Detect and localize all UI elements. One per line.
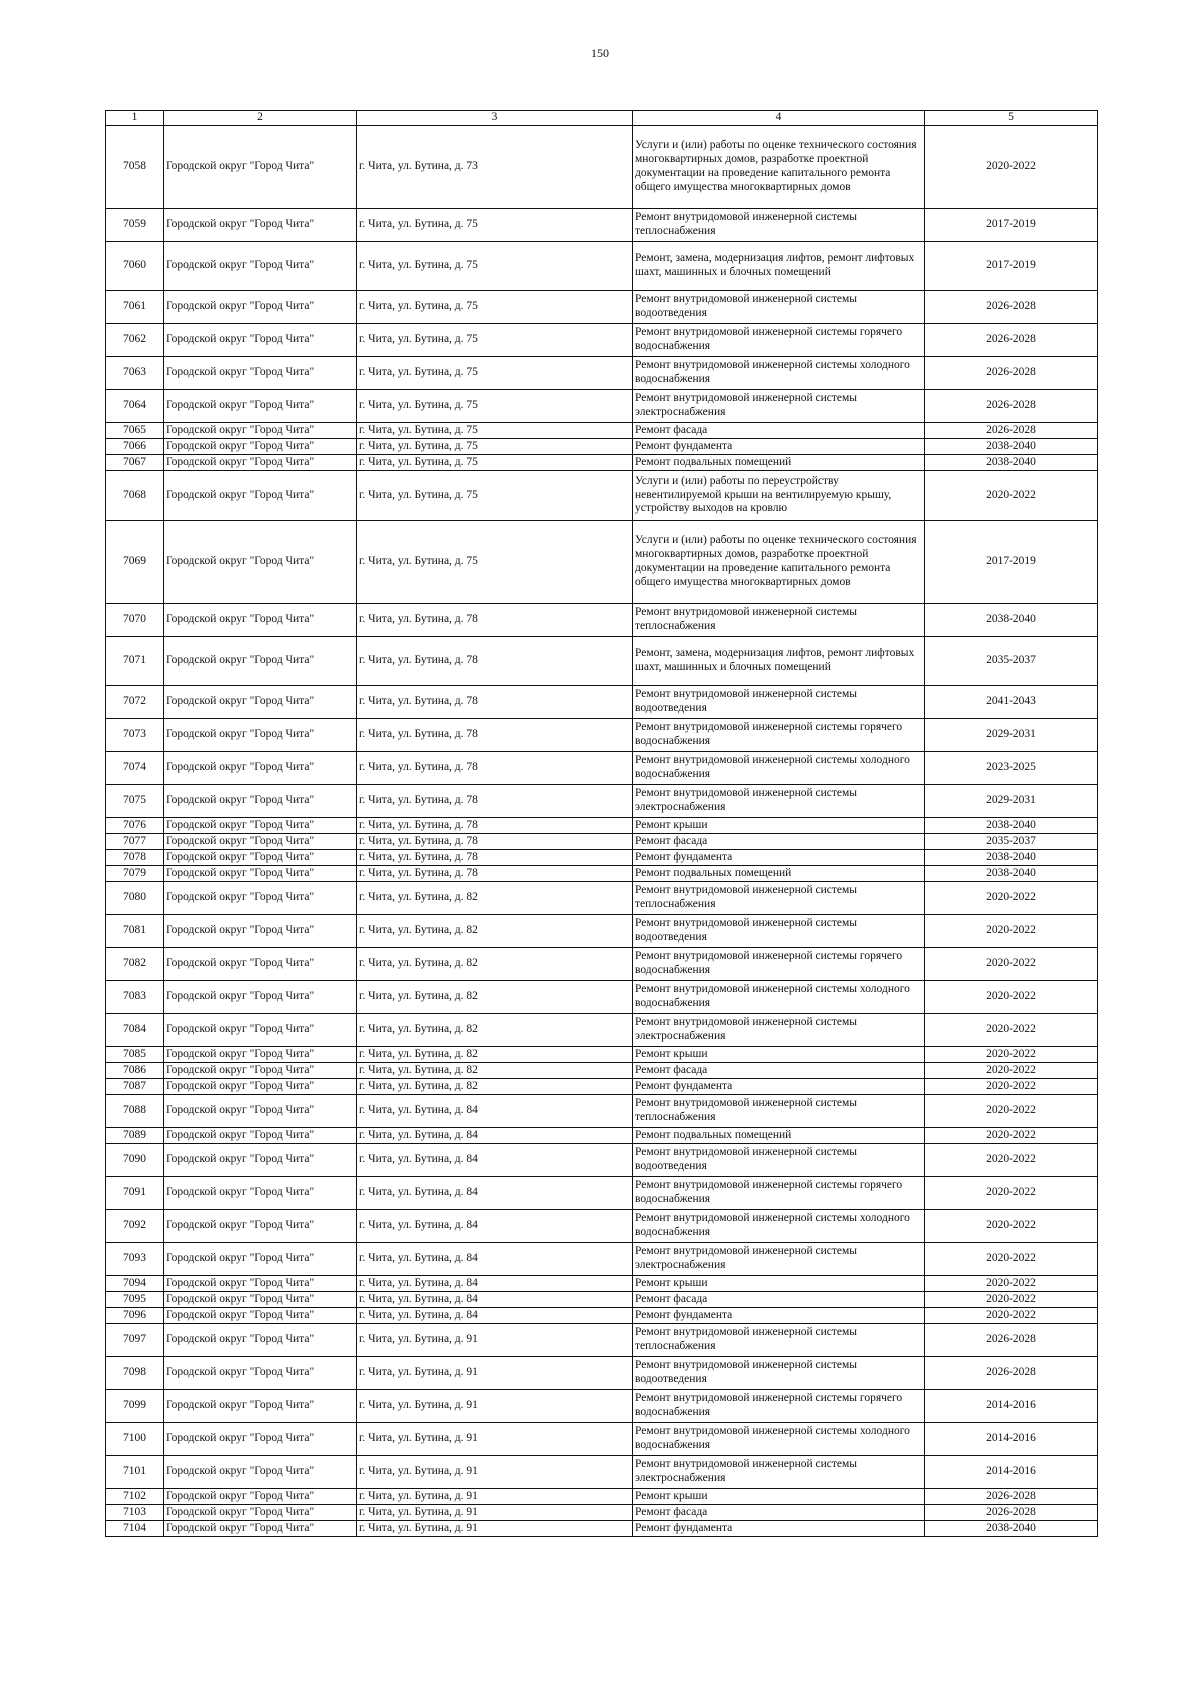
period-cell: 2020-2022: [925, 1243, 1098, 1276]
table-row: [106, 915, 1098, 948]
work-type-cell: Услуги и (или) работы по оценке технического состояния многоквартирных домов, разработке проектной документации на проведение капитального ремонта общего имущества многоквартирных домов: [633, 126, 925, 209]
address-cell: г. Чита, ул. Бутина, д. 82: [357, 948, 633, 981]
period-cell: 2038-2040: [925, 850, 1098, 866]
work-type-cell: Ремонт внутридомовой инженерной системы горячего водоснабжения: [633, 1390, 925, 1423]
address-cell: г. Чита, ул. Бутина, д. 82: [357, 882, 633, 915]
row-number-cell: 7073: [106, 719, 164, 752]
table-row: [106, 1128, 1098, 1144]
row-number-cell: 7097: [106, 1324, 164, 1357]
row-number-cell: 7100: [106, 1423, 164, 1456]
table-row: [106, 1095, 1098, 1128]
period-cell: 2020-2022: [925, 471, 1098, 521]
address-cell: г. Чита, ул. Бутина, д. 78: [357, 850, 633, 866]
table-row: [106, 719, 1098, 752]
work-type-cell: Ремонт внутридомовой инженерной системы теплоснабжения: [633, 209, 925, 242]
period-cell: 2020-2022: [925, 1079, 1098, 1095]
table-row: [106, 948, 1098, 981]
work-type-cell: Ремонт внутридомовой инженерной системы водоотведения: [633, 291, 925, 324]
municipality-cell: Городской округ "Город Чита": [164, 719, 357, 752]
period-cell: 2038-2040: [925, 439, 1098, 455]
work-type-cell: Ремонт внутридомовой инженерной системы холодного водоснабжения: [633, 1210, 925, 1243]
municipality-cell: Городской округ "Город Чита": [164, 455, 357, 471]
period-cell: 2014-2016: [925, 1423, 1098, 1456]
address-cell: г. Чита, ул. Бутина, д. 91: [357, 1357, 633, 1390]
table-row: [106, 390, 1098, 423]
address-cell: г. Чита, ул. Бутина, д. 84: [357, 1095, 633, 1128]
table-row: [106, 834, 1098, 850]
municipality-cell: Городской округ "Город Чита": [164, 1505, 357, 1521]
table-row: [106, 455, 1098, 471]
table-row: [106, 785, 1098, 818]
work-type-cell: Услуги и (или) работы по оценке технического состояния многоквартирных домов, разработке проектной документации на проведение капитального ремонта общего имущества многоквартирных домов: [633, 521, 925, 604]
address-cell: г. Чита, ул. Бутина, д. 82: [357, 1079, 633, 1095]
address-cell: г. Чита, ул. Бутина, д. 75: [357, 242, 633, 291]
period-cell: 2020-2022: [925, 1210, 1098, 1243]
row-number-cell: 7061: [106, 291, 164, 324]
period-cell: 2020-2022: [925, 882, 1098, 915]
period-cell: 2026-2028: [925, 1505, 1098, 1521]
period-cell: 2020-2022: [925, 126, 1098, 209]
row-number-cell: 7068: [106, 471, 164, 521]
municipality-cell: Городской округ "Город Чита": [164, 1456, 357, 1489]
municipality-cell: Городской округ "Город Чита": [164, 1095, 357, 1128]
row-number-cell: 7077: [106, 834, 164, 850]
row-number-cell: 7065: [106, 423, 164, 439]
work-type-cell: Ремонт крыши: [633, 818, 925, 834]
table-row: [106, 818, 1098, 834]
address-cell: г. Чита, ул. Бутина, д. 75: [357, 209, 633, 242]
period-cell: 2020-2022: [925, 1177, 1098, 1210]
address-cell: г. Чита, ул. Бутина, д. 84: [357, 1243, 633, 1276]
municipality-cell: Городской округ "Город Чита": [164, 423, 357, 439]
period-cell: 2026-2028: [925, 291, 1098, 324]
work-type-cell: Услуги и (или) работы по переустройству невентилируемой крыши на вентилируемую крышу, устройству выходов на кровлю: [633, 471, 925, 521]
row-number-cell: 7095: [106, 1292, 164, 1308]
table-row: [106, 1243, 1098, 1276]
table-row: [106, 324, 1098, 357]
work-type-cell: Ремонт подвальных помещений: [633, 1128, 925, 1144]
table-row: [106, 1144, 1098, 1177]
period-cell: 2020-2022: [925, 1308, 1098, 1324]
table-row: [106, 752, 1098, 785]
address-cell: г. Чита, ул. Бутина, д. 75: [357, 324, 633, 357]
municipality-cell: Городской округ "Город Чита": [164, 785, 357, 818]
address-cell: г. Чита, ул. Бутина, д. 75: [357, 455, 633, 471]
row-number-cell: 7076: [106, 818, 164, 834]
work-type-cell: Ремонт внутридомовой инженерной системы горячего водоснабжения: [633, 1177, 925, 1210]
period-cell: 2026-2028: [925, 324, 1098, 357]
work-type-cell: Ремонт фасада: [633, 423, 925, 439]
address-cell: г. Чита, ул. Бутина, д. 84: [357, 1177, 633, 1210]
table-row: [106, 1292, 1098, 1308]
table-row: [106, 471, 1098, 521]
municipality-cell: Городской округ "Город Чита": [164, 1276, 357, 1292]
municipality-cell: Городской округ "Город Чита": [164, 915, 357, 948]
address-cell: г. Чита, ул. Бутина, д. 75: [357, 357, 633, 390]
period-cell: 2026-2028: [925, 390, 1098, 423]
period-cell: 2017-2019: [925, 209, 1098, 242]
work-type-cell: Ремонт внутридомовой инженерной системы холодного водоснабжения: [633, 1423, 925, 1456]
period-cell: 2020-2022: [925, 1144, 1098, 1177]
table-row: [106, 1423, 1098, 1456]
municipality-cell: Городской округ "Город Чита": [164, 357, 357, 390]
row-number-cell: 7086: [106, 1063, 164, 1079]
row-number-cell: 7085: [106, 1047, 164, 1063]
address-cell: г. Чита, ул. Бутина, д. 82: [357, 1014, 633, 1047]
work-type-cell: Ремонт внутридомовой инженерной системы электроснабжения: [633, 1243, 925, 1276]
municipality-cell: Городской округ "Город Чита": [164, 209, 357, 242]
municipality-cell: Городской округ "Город Чита": [164, 471, 357, 521]
address-cell: г. Чита, ул. Бутина, д. 84: [357, 1128, 633, 1144]
row-number-cell: 7080: [106, 882, 164, 915]
work-type-cell: Ремонт внутридомовой инженерной системы электроснабжения: [633, 1456, 925, 1489]
row-number-cell: 7091: [106, 1177, 164, 1210]
row-number-cell: 7075: [106, 785, 164, 818]
period-cell: 2020-2022: [925, 915, 1098, 948]
work-type-cell: Ремонт внутридомовой инженерной системы горячего водоснабжения: [633, 719, 925, 752]
row-number-cell: 7083: [106, 981, 164, 1014]
table-body: [106, 126, 1098, 1537]
row-number-cell: 7099: [106, 1390, 164, 1423]
table-row: [106, 882, 1098, 915]
address-cell: г. Чита, ул. Бутина, д. 75: [357, 521, 633, 604]
municipality-cell: Городской округ "Город Чита": [164, 439, 357, 455]
work-type-cell: Ремонт внутридомовой инженерной системы теплоснабжения: [633, 1324, 925, 1357]
work-type-cell: Ремонт внутридомовой инженерной системы холодного водоснабжения: [633, 981, 925, 1014]
address-cell: г. Чита, ул. Бутина, д. 91: [357, 1456, 633, 1489]
work-type-cell: Ремонт внутридомовой инженерной системы теплоснабжения: [633, 604, 925, 637]
municipality-cell: Городской округ "Город Чита": [164, 1489, 357, 1505]
address-cell: г. Чита, ул. Бутина, д. 78: [357, 637, 633, 686]
municipality-cell: Городской округ "Город Чита": [164, 1390, 357, 1423]
row-number-cell: 7092: [106, 1210, 164, 1243]
municipality-cell: Городской округ "Город Чита": [164, 1144, 357, 1177]
period-cell: 2017-2019: [925, 521, 1098, 604]
address-cell: г. Чита, ул. Бутина, д. 78: [357, 752, 633, 785]
municipality-cell: Городской округ "Город Чита": [164, 291, 357, 324]
address-cell: г. Чита, ул. Бутина, д. 75: [357, 471, 633, 521]
row-number-cell: 7094: [106, 1276, 164, 1292]
row-number-cell: 7088: [106, 1095, 164, 1128]
address-cell: г. Чита, ул. Бутина, д. 75: [357, 390, 633, 423]
work-type-cell: Ремонт, замена, модернизация лифтов, ремонт лифтовых шахт, машинных и блочных помещений: [633, 637, 925, 686]
address-cell: г. Чита, ул. Бутина, д. 75: [357, 291, 633, 324]
row-number-cell: 7081: [106, 915, 164, 948]
address-cell: г. Чита, ул. Бутина, д. 78: [357, 719, 633, 752]
municipality-cell: Городской округ "Город Чита": [164, 1521, 357, 1537]
municipality-cell: Городской округ "Город Чита": [164, 521, 357, 604]
address-cell: г. Чита, ул. Бутина, д. 82: [357, 1047, 633, 1063]
municipality-cell: Городской округ "Город Чита": [164, 1308, 357, 1324]
work-type-cell: Ремонт крыши: [633, 1489, 925, 1505]
row-number-cell: 7096: [106, 1308, 164, 1324]
address-cell: г. Чита, ул. Бутина, д. 84: [357, 1210, 633, 1243]
period-cell: 2020-2022: [925, 1276, 1098, 1292]
address-cell: г. Чита, ул. Бутина, д. 91: [357, 1423, 633, 1456]
table-header-row: [106, 111, 1098, 126]
row-number-cell: 7063: [106, 357, 164, 390]
period-cell: 2026-2028: [925, 357, 1098, 390]
row-number-cell: 7078: [106, 850, 164, 866]
municipality-cell: Городской округ "Город Чита": [164, 1292, 357, 1308]
table-row: [106, 981, 1098, 1014]
address-cell: г. Чита, ул. Бутина, д. 91: [357, 1521, 633, 1537]
row-number-cell: 7082: [106, 948, 164, 981]
address-cell: г. Чита, ул. Бутина, д. 84: [357, 1292, 633, 1308]
period-cell: 2038-2040: [925, 818, 1098, 834]
address-cell: г. Чита, ул. Бутина, д. 84: [357, 1308, 633, 1324]
municipality-cell: Городской округ "Город Чита": [164, 850, 357, 866]
row-number-cell: 7062: [106, 324, 164, 357]
period-cell: 2020-2022: [925, 1128, 1098, 1144]
address-cell: г. Чита, ул. Бутина, д. 78: [357, 785, 633, 818]
period-cell: 2035-2037: [925, 637, 1098, 686]
table-row: [106, 242, 1098, 291]
municipality-cell: Городской округ "Город Чита": [164, 1063, 357, 1079]
period-cell: 2038-2040: [925, 604, 1098, 637]
work-type-cell: Ремонт фасада: [633, 1063, 925, 1079]
period-cell: 2023-2025: [925, 752, 1098, 785]
period-cell: 2026-2028: [925, 1489, 1098, 1505]
row-number-cell: 7070: [106, 604, 164, 637]
table-row: [106, 1014, 1098, 1047]
work-type-cell: Ремонт фундамента: [633, 1308, 925, 1324]
work-type-cell: Ремонт внутридомовой инженерной системы теплоснабжения: [633, 882, 925, 915]
table-row: [106, 1357, 1098, 1390]
row-number-cell: 7074: [106, 752, 164, 785]
municipality-cell: Городской округ "Город Чита": [164, 1423, 357, 1456]
address-cell: г. Чита, ул. Бутина, д. 82: [357, 981, 633, 1014]
address-cell: г. Чита, ул. Бутина, д. 91: [357, 1505, 633, 1521]
work-type-cell: Ремонт внутридомовой инженерной системы холодного водоснабжения: [633, 752, 925, 785]
table-row: [106, 850, 1098, 866]
period-cell: 2026-2028: [925, 1357, 1098, 1390]
municipality-cell: Городской округ "Город Чита": [164, 1014, 357, 1047]
table-row: [106, 1489, 1098, 1505]
table-row: [106, 423, 1098, 439]
period-cell: 2020-2022: [925, 981, 1098, 1014]
row-number-cell: 7090: [106, 1144, 164, 1177]
work-type-cell: Ремонт фасада: [633, 834, 925, 850]
repair-schedule-table: [105, 110, 1098, 1537]
address-cell: г. Чита, ул. Бутина, д. 78: [357, 686, 633, 719]
table-row: [106, 686, 1098, 719]
table-row: [106, 1521, 1098, 1537]
table-row: [106, 637, 1098, 686]
period-cell: 2029-2031: [925, 719, 1098, 752]
table-row: [106, 604, 1098, 637]
address-cell: г. Чита, ул. Бутина, д. 78: [357, 604, 633, 637]
row-number-cell: 7069: [106, 521, 164, 604]
row-number-cell: 7103: [106, 1505, 164, 1521]
address-cell: г. Чита, ул. Бутина, д. 78: [357, 818, 633, 834]
row-number-cell: 7093: [106, 1243, 164, 1276]
row-number-cell: 7071: [106, 637, 164, 686]
period-cell: 2020-2022: [925, 1014, 1098, 1047]
municipality-cell: Городской округ "Город Чита": [164, 1243, 357, 1276]
row-number-cell: 7102: [106, 1489, 164, 1505]
row-number-cell: 7066: [106, 439, 164, 455]
work-type-cell: Ремонт подвальных помещений: [633, 866, 925, 882]
address-cell: г. Чита, ул. Бутина, д. 84: [357, 1276, 633, 1292]
period-cell: 2020-2022: [925, 1063, 1098, 1079]
municipality-cell: Городской округ "Город Чита": [164, 1079, 357, 1095]
table-row: [106, 1456, 1098, 1489]
row-number-cell: 7064: [106, 390, 164, 423]
address-cell: г. Чита, ул. Бутина, д. 75: [357, 439, 633, 455]
municipality-cell: Городской округ "Город Чита": [164, 1357, 357, 1390]
table-row: [106, 1079, 1098, 1095]
table-row: [106, 1063, 1098, 1079]
period-cell: 2020-2022: [925, 1095, 1098, 1128]
period-cell: 2029-2031: [925, 785, 1098, 818]
work-type-cell: Ремонт фундамента: [633, 1079, 925, 1095]
row-number-cell: 7060: [106, 242, 164, 291]
table-row: [106, 1505, 1098, 1521]
period-cell: 2020-2022: [925, 1292, 1098, 1308]
work-type-cell: Ремонт крыши: [633, 1047, 925, 1063]
municipality-cell: Городской округ "Город Чита": [164, 1177, 357, 1210]
row-number-cell: 7067: [106, 455, 164, 471]
municipality-cell: Городской округ "Город Чита": [164, 1210, 357, 1243]
period-cell: 2041-2043: [925, 686, 1098, 719]
table-row: [106, 1308, 1098, 1324]
address-cell: г. Чита, ул. Бутина, д. 84: [357, 1144, 633, 1177]
column-header: 4: [633, 111, 925, 126]
work-type-cell: Ремонт внутридомовой инженерной системы водоотведения: [633, 915, 925, 948]
period-cell: 2038-2040: [925, 455, 1098, 471]
table-row: [106, 521, 1098, 604]
work-type-cell: Ремонт внутридомовой инженерной системы водоотведения: [633, 1144, 925, 1177]
row-number-cell: 7104: [106, 1521, 164, 1537]
row-number-cell: 7087: [106, 1079, 164, 1095]
period-cell: 2038-2040: [925, 866, 1098, 882]
work-type-cell: Ремонт внутридомовой инженерной системы электроснабжения: [633, 1014, 925, 1047]
municipality-cell: Городской округ "Город Чита": [164, 126, 357, 209]
row-number-cell: 7079: [106, 866, 164, 882]
municipality-cell: Городской округ "Город Чита": [164, 752, 357, 785]
column-header: 3: [357, 111, 633, 126]
table-row: [106, 1390, 1098, 1423]
work-type-cell: Ремонт внутридомовой инженерной системы водоотведения: [633, 686, 925, 719]
period-cell: 2026-2028: [925, 1324, 1098, 1357]
row-number-cell: 7089: [106, 1128, 164, 1144]
row-number-cell: 7084: [106, 1014, 164, 1047]
work-type-cell: Ремонт фасада: [633, 1505, 925, 1521]
table-row: [106, 866, 1098, 882]
work-type-cell: Ремонт внутридомовой инженерной системы электроснабжения: [633, 390, 925, 423]
work-type-cell: Ремонт внутридомовой инженерной системы теплоснабжения: [633, 1095, 925, 1128]
municipality-cell: Городской округ "Город Чита": [164, 604, 357, 637]
address-cell: г. Чита, ул. Бутина, д. 82: [357, 915, 633, 948]
municipality-cell: Городской округ "Город Чита": [164, 818, 357, 834]
work-type-cell: Ремонт фундамента: [633, 439, 925, 455]
municipality-cell: Городской округ "Город Чита": [164, 834, 357, 850]
table-row: [106, 357, 1098, 390]
work-type-cell: Ремонт фундамента: [633, 850, 925, 866]
work-type-cell: Ремонт, замена, модернизация лифтов, ремонт лифтовых шахт, машинных и блочных помещений: [633, 242, 925, 291]
table-row: [106, 1276, 1098, 1292]
table-row: [106, 1324, 1098, 1357]
period-cell: 2020-2022: [925, 948, 1098, 981]
work-type-cell: Ремонт внутридомовой инженерной системы холодного водоснабжения: [633, 357, 925, 390]
address-cell: г. Чита, ул. Бутина, д. 91: [357, 1324, 633, 1357]
address-cell: г. Чита, ул. Бутина, д. 73: [357, 126, 633, 209]
table-row: [106, 126, 1098, 209]
work-type-cell: Ремонт фундамента: [633, 1521, 925, 1537]
period-cell: 2035-2037: [925, 834, 1098, 850]
municipality-cell: Городской округ "Город Чита": [164, 948, 357, 981]
row-number-cell: 7058: [106, 126, 164, 209]
column-header: 2: [164, 111, 357, 126]
period-cell: 2014-2016: [925, 1456, 1098, 1489]
address-cell: г. Чита, ул. Бутина, д. 78: [357, 834, 633, 850]
work-type-cell: Ремонт фасада: [633, 1292, 925, 1308]
address-cell: г. Чита, ул. Бутина, д. 82: [357, 1063, 633, 1079]
municipality-cell: Городской округ "Город Чита": [164, 390, 357, 423]
row-number-cell: 7101: [106, 1456, 164, 1489]
period-cell: 2038-2040: [925, 1521, 1098, 1537]
period-cell: 2014-2016: [925, 1390, 1098, 1423]
municipality-cell: Городской округ "Город Чита": [164, 866, 357, 882]
address-cell: г. Чита, ул. Бутина, д. 91: [357, 1390, 633, 1423]
municipality-cell: Городской округ "Город Чита": [164, 242, 357, 291]
municipality-cell: Городской округ "Город Чита": [164, 1324, 357, 1357]
work-type-cell: Ремонт подвальных помещений: [633, 455, 925, 471]
period-cell: 2026-2028: [925, 423, 1098, 439]
municipality-cell: Городской округ "Город Чита": [164, 1047, 357, 1063]
work-type-cell: Ремонт крыши: [633, 1276, 925, 1292]
row-number-cell: 7098: [106, 1357, 164, 1390]
address-cell: г. Чита, ул. Бутина, д. 78: [357, 866, 633, 882]
municipality-cell: Городской округ "Город Чита": [164, 882, 357, 915]
address-cell: г. Чита, ул. Бутина, д. 75: [357, 423, 633, 439]
column-header: 5: [925, 111, 1098, 126]
row-number-cell: 7059: [106, 209, 164, 242]
work-type-cell: Ремонт внутридомовой инженерной системы горячего водоснабжения: [633, 948, 925, 981]
period-cell: 2017-2019: [925, 242, 1098, 291]
work-type-cell: Ремонт внутридомовой инженерной системы горячего водоснабжения: [633, 324, 925, 357]
column-header: 1: [106, 111, 164, 126]
table-row: [106, 1210, 1098, 1243]
address-cell: г. Чита, ул. Бутина, д. 91: [357, 1489, 633, 1505]
page-number: 150: [591, 46, 609, 60]
municipality-cell: Городской округ "Город Чита": [164, 324, 357, 357]
municipality-cell: Городской округ "Город Чита": [164, 637, 357, 686]
table-row: [106, 209, 1098, 242]
work-type-cell: Ремонт внутридомовой инженерной системы водоотведения: [633, 1357, 925, 1390]
table-row: [106, 439, 1098, 455]
table-row: [106, 291, 1098, 324]
municipality-cell: Городской округ "Город Чита": [164, 686, 357, 719]
municipality-cell: Городской округ "Город Чита": [164, 981, 357, 1014]
table-row: [106, 1177, 1098, 1210]
table-row: [106, 1047, 1098, 1063]
work-type-cell: Ремонт внутридомовой инженерной системы электроснабжения: [633, 785, 925, 818]
municipality-cell: Городской округ "Город Чита": [164, 1128, 357, 1144]
period-cell: 2020-2022: [925, 1047, 1098, 1063]
row-number-cell: 7072: [106, 686, 164, 719]
